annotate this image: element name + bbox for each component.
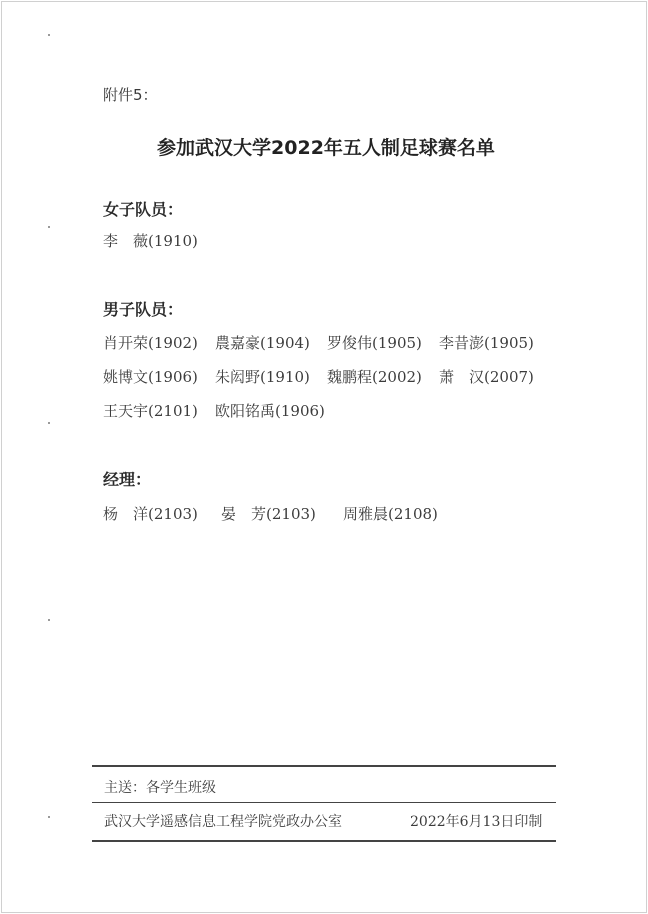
player-entry: 罗俊伟(1905)	[327, 334, 422, 352]
print-date: 2022年6月13日印制	[410, 814, 543, 830]
scan-mark	[48, 422, 50, 424]
issuer-office: 武汉大学遥感信息工程学院党政办公室	[104, 814, 342, 830]
women-heading: 女子队员：	[103, 200, 184, 219]
scan-mark	[48, 34, 50, 36]
player-entry: 朱闳野(1910)	[215, 368, 310, 386]
scan-mark	[48, 816, 50, 818]
manager-entry: 杨 洋(2103)	[103, 505, 198, 523]
player-entry: 李昔澎(1905)	[439, 334, 534, 352]
player-entry: 魏鹏程(2002)	[327, 368, 422, 386]
player-entry: 萧 汉(2007)	[439, 368, 534, 386]
document-title: 参加武汉大学2022年五人制足球赛名单	[157, 137, 495, 159]
player-entry: 肖开荣(1902)	[103, 334, 198, 352]
scan-mark	[48, 226, 50, 228]
player-entry: 農嘉豪(1904)	[215, 334, 310, 352]
attachment-label: 附件5：	[103, 86, 158, 104]
manager-entry: 周雅晨(2108)	[343, 505, 438, 523]
recipients-line: 主送：各学生班级	[104, 780, 216, 796]
footer-rule-middle	[92, 802, 556, 803]
player-entry: 王天宇(2101)	[103, 402, 198, 420]
footer-rule-top	[92, 765, 556, 767]
player-entry: 姚博文(1906)	[103, 368, 198, 386]
manager-entry: 晏 芳(2103)	[221, 505, 316, 523]
player-entry: 欧阳铭禹(1906)	[215, 402, 325, 420]
men-heading: 男子队员：	[103, 300, 184, 319]
managers-heading: 经理：	[103, 470, 152, 489]
footer-rule-bottom	[92, 840, 556, 842]
scan-mark	[48, 619, 50, 621]
player-entry: 李 薇(1910)	[103, 232, 198, 250]
